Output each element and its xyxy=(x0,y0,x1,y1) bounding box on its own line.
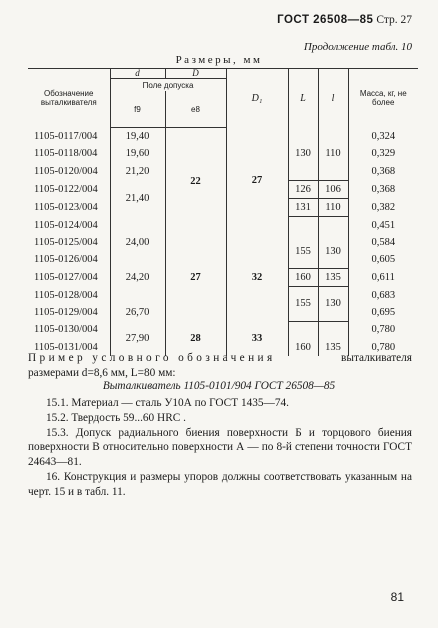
table-row: 1105-0120/004 xyxy=(34,165,98,177)
list-item: 15.3. Допуск радиального биения поверхности Б и торцового биения поверхности В относительно поверхности А — по 8-й степени точности ГОСТ 24643—81. xyxy=(28,426,412,469)
D1-value: 33 xyxy=(226,321,288,356)
L-value: 160 xyxy=(288,269,318,287)
mass-value: 0,695 xyxy=(348,304,418,321)
header-mass: Масса, кг, не более xyxy=(348,69,418,128)
L-value: 126 xyxy=(288,180,318,198)
table-row: 1105-0126/004 xyxy=(34,254,98,266)
mass-value: 0,780 xyxy=(348,321,418,339)
mass-value: 0,611 xyxy=(348,269,418,287)
table-continuation: Продолжение табл. 10 xyxy=(303,41,412,53)
mass-value: 0,683 xyxy=(348,287,418,304)
header-l: l xyxy=(318,69,348,128)
table-row: 1105-0123/004 xyxy=(34,201,98,213)
mass-value: 0,329 xyxy=(348,145,418,162)
D-value: 28 xyxy=(165,321,226,356)
D-value: 22 xyxy=(165,128,226,235)
d-value: 24,00 xyxy=(110,234,165,251)
units-caption: Размеры, мм xyxy=(175,54,263,66)
list-item: 15.1. Материал — сталь У10А по ГОСТ 1435—74. xyxy=(46,397,289,409)
table-row: 1105-0127/004 xyxy=(34,272,98,284)
D1-value: 32 xyxy=(226,234,288,321)
header-designation: Обозначение выталкивателя xyxy=(28,69,110,128)
example-lead: Пример условного обозначения xyxy=(28,352,276,364)
d-value: 19,60 xyxy=(110,145,165,162)
example-intro xyxy=(28,351,412,380)
header-L: L xyxy=(288,69,318,128)
example-line2: размерами d=8,6 мм, L=80 мм: xyxy=(28,366,176,379)
mass-value: 0,368 xyxy=(348,162,418,180)
header-tolerance: Поле допуска xyxy=(110,79,226,92)
L-value: 155 xyxy=(288,287,318,321)
mass-value: 0,605 xyxy=(348,251,418,268)
header-D: D xyxy=(165,69,226,79)
table-row: 1105-0118/004 xyxy=(34,148,98,160)
example-lead-tail: выталкивателя xyxy=(341,352,412,364)
mass-value: 0,584 xyxy=(348,234,418,251)
mass-value: 0,324 xyxy=(348,128,418,146)
table-row: 1105-0129/004 xyxy=(34,306,98,318)
page-header xyxy=(277,14,412,26)
table-row: 1105-0117/004 xyxy=(34,130,98,142)
example-designation: Выталкиватель 1105-0101/904 ГОСТ 26508—85 xyxy=(102,380,336,392)
header-d: d xyxy=(110,69,165,79)
L-value: 155 xyxy=(288,234,318,268)
l-value: 130 xyxy=(318,287,348,321)
header-D1: D₁ xyxy=(226,69,288,128)
d-value: 19,40 xyxy=(110,128,165,146)
l-value: 135 xyxy=(318,269,348,287)
d-value: 26,70 xyxy=(110,304,165,321)
mass-value: 0,382 xyxy=(348,198,418,216)
table-row: 1105-0131/004 xyxy=(34,341,98,353)
L-value: 130 xyxy=(288,145,318,162)
table-row: 1105-0124/004 xyxy=(34,219,98,231)
table-row: 1105-0122/004 xyxy=(34,183,98,195)
mass-value: 0,368 xyxy=(348,180,418,198)
list-item: 15.2. Твердость 59...60 HRC . xyxy=(46,411,186,424)
table-row: 1105-0128/004 xyxy=(34,289,98,301)
d-value: 21,20 xyxy=(110,162,165,180)
mass-value: 0,780 xyxy=(348,339,418,356)
page-ref: Стр. 27 xyxy=(376,14,412,26)
l-value: 130 xyxy=(318,234,348,268)
d-value: 27,90 xyxy=(110,321,165,356)
L-value: 160 xyxy=(288,339,318,356)
table-row: 1105-0125/004 xyxy=(34,237,98,249)
standard-number: ГОСТ 26508—85 xyxy=(277,14,374,26)
d-value: 24,20 xyxy=(110,251,165,304)
mass-value: 0,451 xyxy=(348,216,418,234)
L-value: 131 xyxy=(288,198,318,216)
l-value: 135 xyxy=(318,339,348,356)
l-value: 110 xyxy=(318,145,348,162)
requirements-list xyxy=(28,396,412,500)
dimensions-table xyxy=(28,68,418,356)
d-value: 21,40 xyxy=(110,180,165,216)
header-f9: f9 xyxy=(110,91,165,128)
l-value: 106 xyxy=(318,180,348,198)
D1-value: 27 xyxy=(226,128,288,235)
page-number: 81 xyxy=(390,590,404,604)
table-row: 1105-0130/004 xyxy=(34,324,98,336)
D-value: 27 xyxy=(165,234,226,321)
list-item: 16. Конструкция и размеры упоров должны соответствовать указанным на черт. 15 и в табл. 11. xyxy=(28,470,412,498)
l-value: 110 xyxy=(318,198,348,216)
header-e8: e8 xyxy=(165,91,226,128)
